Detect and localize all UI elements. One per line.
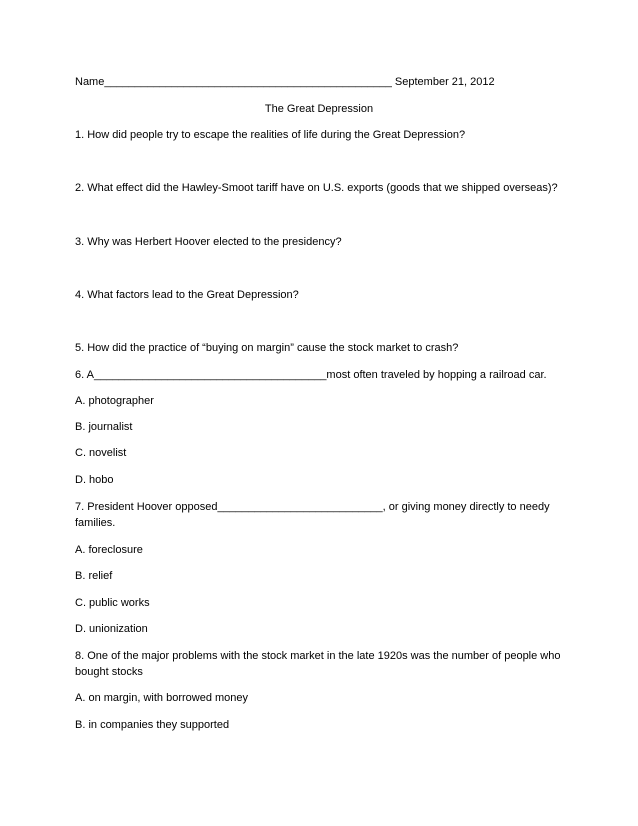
question-7-option-d: D. unionization: [75, 623, 148, 635]
question-8-line-2: bought stocks: [75, 666, 143, 678]
question-6-option-a: A. photographer: [75, 395, 154, 407]
question-7-option-b: B. relief: [75, 570, 113, 582]
question-8-option-a: A. on margin, with borrowed money: [75, 692, 249, 704]
question-6-option-b: B. journalist: [75, 421, 133, 433]
question-7-line-2: families.: [75, 517, 116, 529]
question-2: 2. What effect did the Hawley-Smoot tariff have on U.S. exports (goods that we shipped overseas)?: [75, 182, 558, 194]
question-7-option-a: A. foreclosure: [75, 544, 143, 556]
question-5: 5. How did the practice of “buying on margin” cause the stock market to crash?: [75, 342, 459, 354]
question-8-line-1: 8. One of the major problems with the stock market in the late 1920s was the number of people who: [75, 650, 561, 662]
question-6-option-d: D. hobo: [75, 474, 114, 486]
page-title: The Great Depression: [264, 103, 374, 115]
question-7-line-1: 7. President Hoover opposed___________________________, or giving money directly to needy: [75, 501, 550, 513]
question-4: 4. What factors lead to the Great Depression?: [75, 289, 299, 301]
question-6: 6. A______________________________________most often traveled by hopping a railroad car.: [75, 369, 547, 381]
question-7-option-c: C. public works: [75, 597, 150, 609]
question-6-option-c: C. novelist: [75, 447, 127, 459]
name-date-line: Name_______________________________________________ September 21, 2012: [75, 76, 495, 88]
question-3: 3. Why was Herbert Hoover elected to the presidency?: [75, 236, 342, 248]
question-1: 1. How did people try to escape the realities of life during the Great Depression?: [75, 129, 466, 141]
question-8-option-b: B. in companies they supported: [75, 719, 230, 731]
